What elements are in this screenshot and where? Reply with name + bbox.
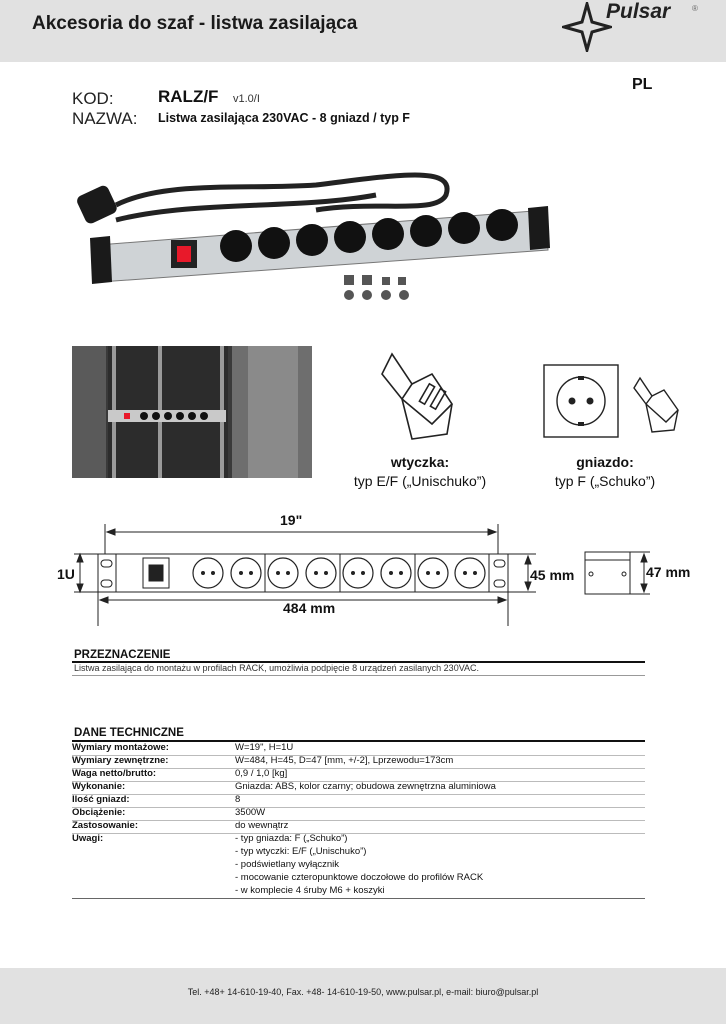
spec-label: Zastosowanie: — [72, 820, 138, 831]
spec-value: 8 — [235, 794, 241, 805]
dim-height-mm: 45 mm — [530, 567, 575, 583]
spec-value: W=484, H=45, D=47 [mm, +/-2], Lprzewodu=173cm — [235, 755, 454, 766]
spec-value: 0,9 / 1,0 [kg] — [235, 768, 288, 779]
dim-depth-mm: 47 mm — [646, 564, 691, 580]
spec-label: Uwagi: — [72, 833, 104, 844]
spec-value: Gniazda: ABS, kolor czarny; obudowa zewnętrzna aluminiowa — [235, 781, 496, 792]
dim-height-u: 1U — [57, 566, 75, 582]
purpose-bottom-rule — [72, 675, 645, 676]
brand-name: Pulsar — [606, 0, 671, 23]
spec-label: Wymiary montażowe: — [72, 742, 169, 753]
footer-contact: Tel. +48+ 14-610-19-40, Fax. +48- 14-610-19-50, www.pulsar.pl, e-mail: biuro@pulsar.pl — [187, 987, 539, 997]
spec-note: - w komplecie 4 śruby M6 + koszyki — [235, 885, 385, 896]
plug-caption-type: typ E/F („Unischuko”) — [353, 473, 487, 489]
dim-width-inch: 19" — [280, 512, 303, 528]
spec-note: - mocowanie czteropunktowe doczołowe do profilów RACK — [235, 872, 484, 883]
product-version: v1.0/I — [233, 93, 260, 105]
power-strip-photo — [76, 160, 556, 310]
socket-caption-title: gniazdo: — [576, 454, 634, 470]
plug-drawing-icon — [372, 344, 460, 448]
spec-value: W=19", H=1U — [235, 742, 294, 753]
spec-row — [72, 820, 645, 834]
kod-label: KOD: — [72, 89, 114, 108]
purpose-title: PRZEZNACZENIE — [74, 649, 171, 661]
product-name: Listwa zasilająca 230VAC - 8 gniazd / typ F — [158, 111, 410, 125]
purpose-text: Listwa zasilająca do montażu w profilach RACK, umożliwia podpięcie 8 urządzeń zasilanych 230VAC. — [74, 663, 480, 673]
spec-label: Wymiary zewnętrzne: — [72, 755, 169, 766]
rack-installation-photo — [72, 346, 312, 478]
specs-title: DANE TECHNICZNE — [74, 727, 184, 739]
spec-label: Obciążenie: — [72, 807, 126, 818]
specs-bottom-rule — [72, 898, 645, 899]
spec-note: - podświetlany wyłącznik — [235, 859, 340, 870]
product-code: RALZ/F — [158, 87, 219, 106]
spec-row — [72, 794, 645, 808]
spec-row — [72, 768, 645, 782]
registered-mark: ® — [692, 4, 698, 13]
page-title: Akcesoria do szaf - listwa zasilająca — [32, 13, 358, 34]
spec-label: Waga netto/brutto: — [72, 768, 157, 779]
plug-caption-title: wtyczka: — [390, 454, 450, 470]
spec-note: - typ wtyczki: E/F („Unischuko”) — [235, 846, 367, 857]
spec-value: - typ gniazda: F („Schuko”) — [235, 833, 348, 844]
dim-width-mm: 484 mm — [283, 600, 336, 616]
spec-label: Ilość gniazd: — [72, 794, 130, 805]
small-plug-icon — [628, 370, 682, 440]
spec-label: Wykonanie: — [72, 781, 126, 792]
spec-row — [72, 807, 645, 821]
spec-value: do wewnątrz — [235, 820, 289, 831]
spec-value: 3500W — [235, 807, 266, 818]
nazwa-label: NAZWA: — [72, 109, 138, 128]
language-code: PL — [632, 76, 653, 93]
socket-caption-type: typ F („Schuko”) — [554, 473, 656, 489]
socket-drawing-icon — [543, 364, 619, 438]
pulsar-logo-icon — [562, 2, 612, 52]
dimension-drawing — [60, 520, 720, 630]
